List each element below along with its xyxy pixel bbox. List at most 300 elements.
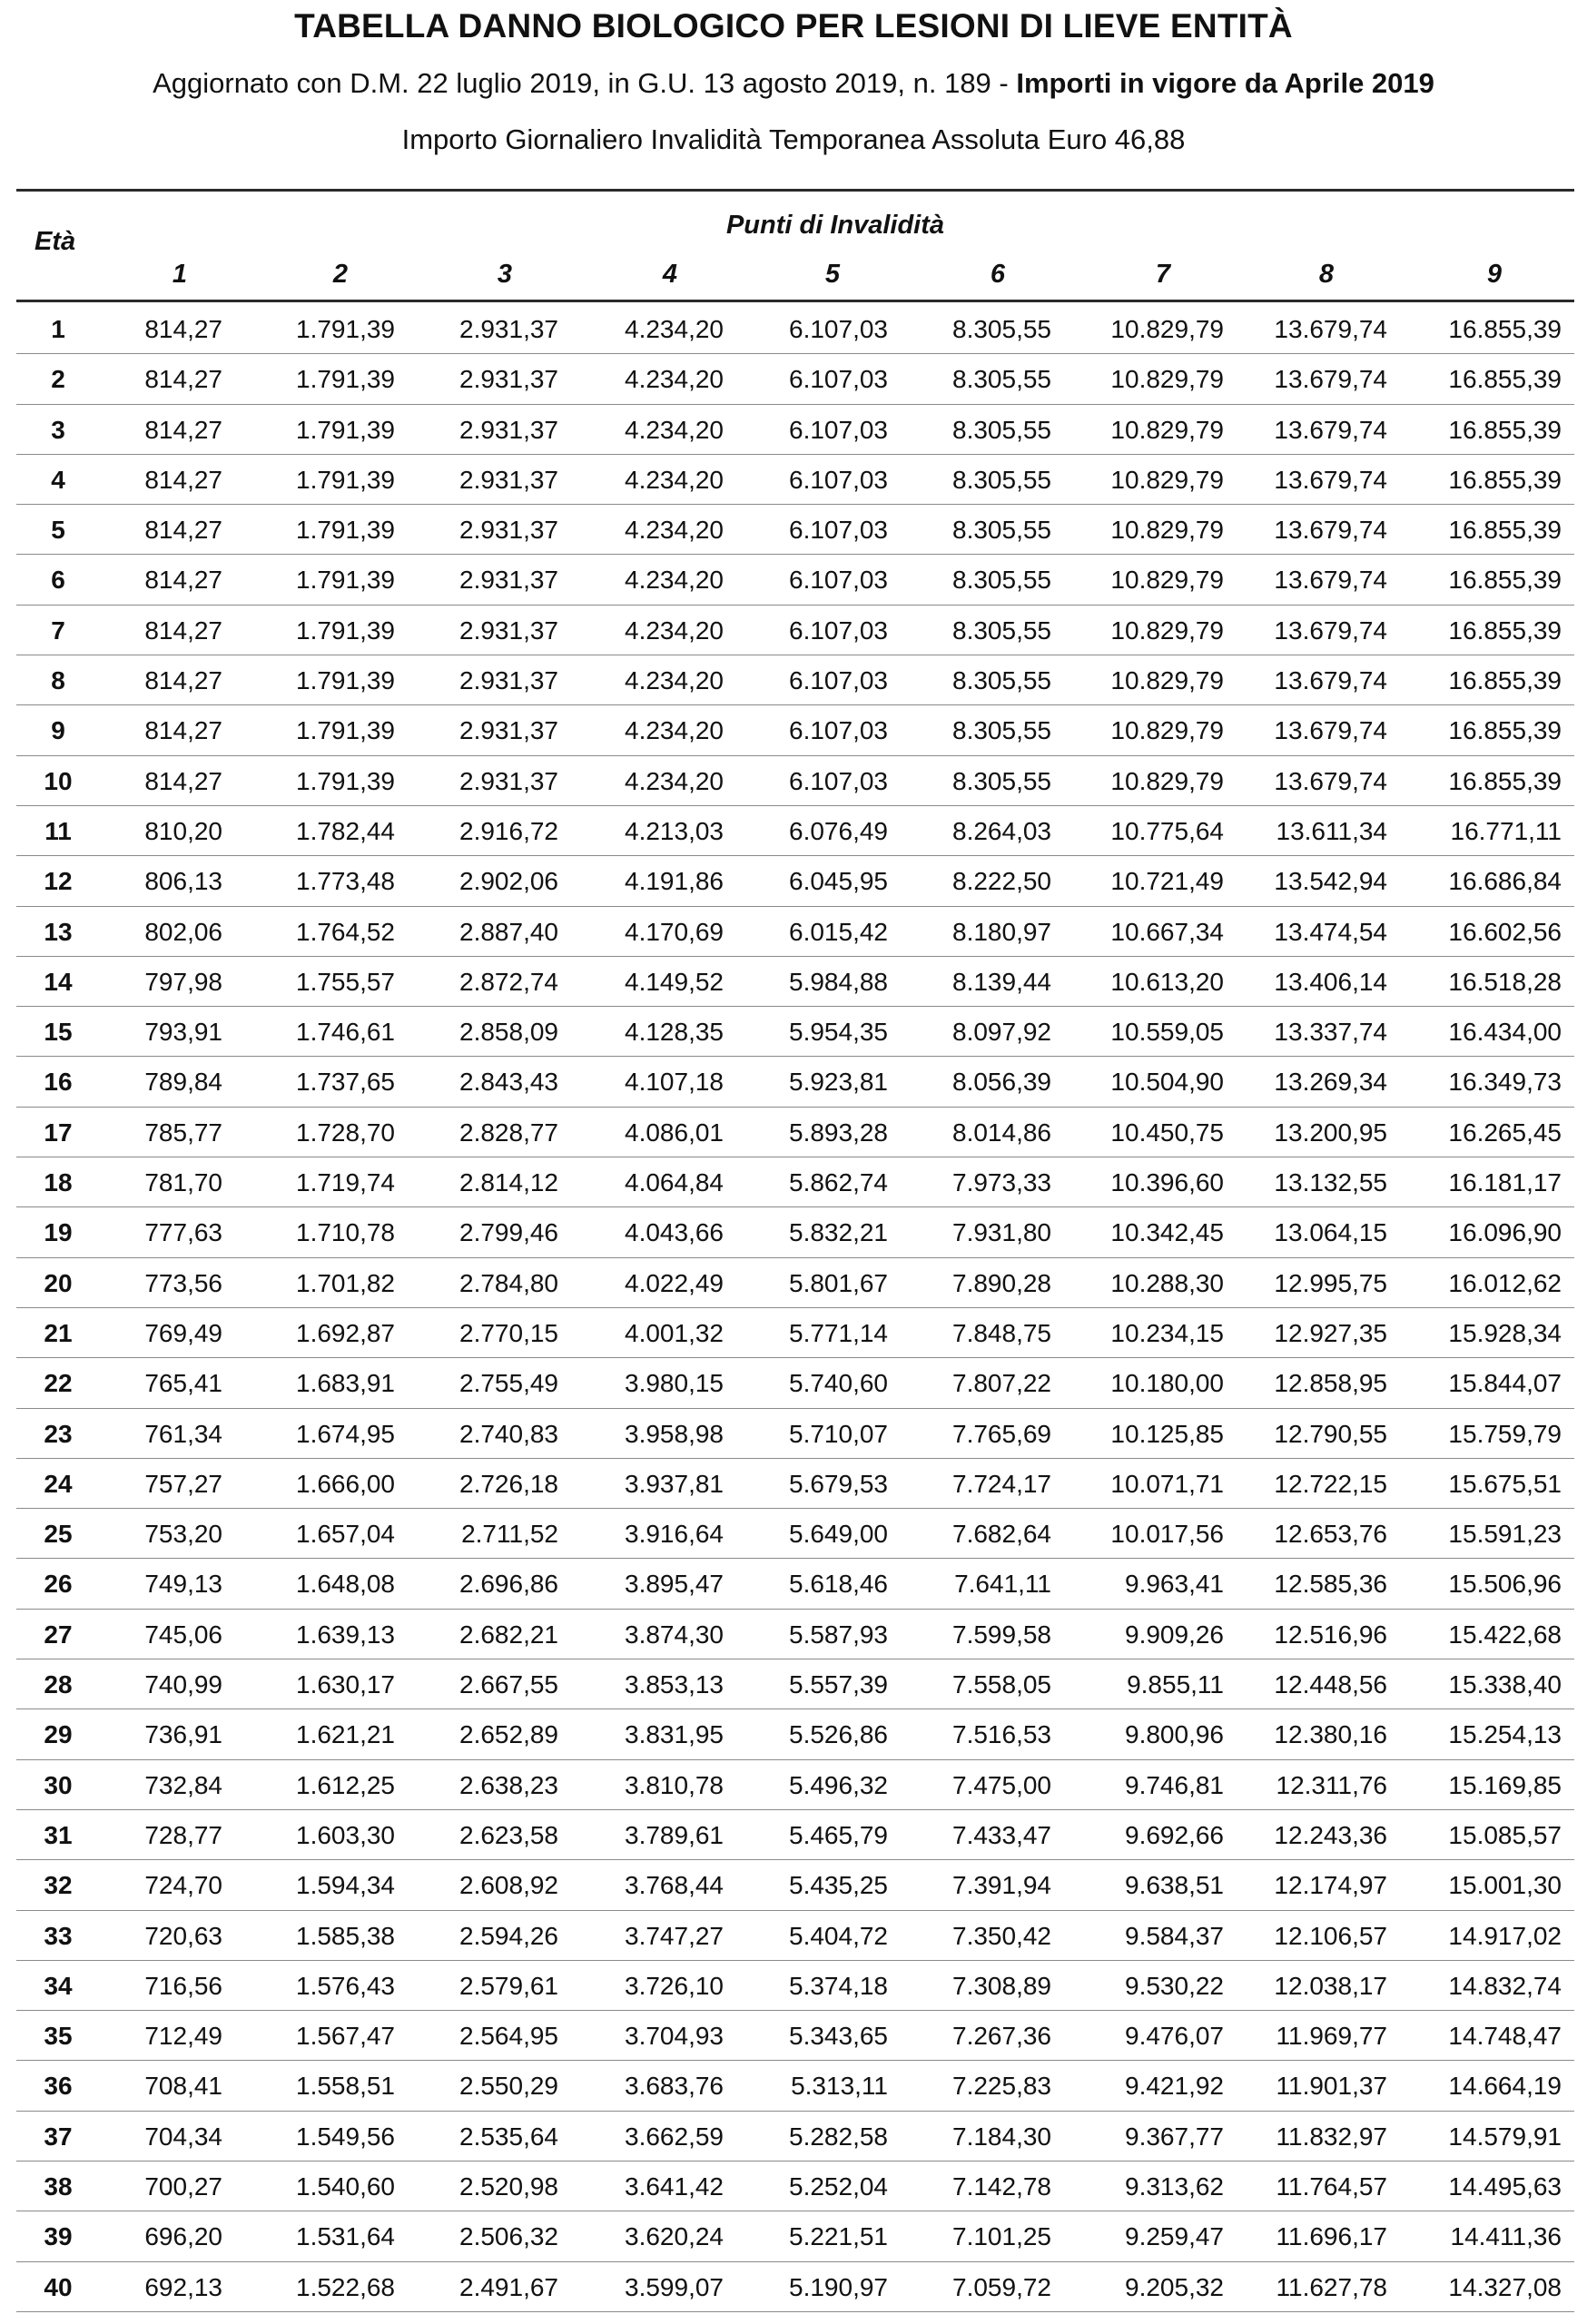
amount-cell: 5.252,04 bbox=[789, 2171, 888, 2201]
table-row bbox=[16, 1659, 1574, 1709]
amount-cell: 3.704,93 bbox=[625, 2022, 724, 2051]
amount-cell: 16.181,17 bbox=[1448, 1168, 1562, 1197]
points-column-header: 3 bbox=[497, 260, 513, 289]
points-column-header: 5 bbox=[824, 260, 841, 289]
amount-cell: 11.696,17 bbox=[1276, 2222, 1387, 2251]
amount-cell: 814,27 bbox=[144, 516, 222, 545]
amount-cell: 2.931,37 bbox=[459, 516, 558, 545]
amount-cell: 1.666,00 bbox=[296, 1469, 395, 1498]
amount-cell: 2.520,98 bbox=[459, 2171, 558, 2201]
amount-cell: 10.829,79 bbox=[1110, 566, 1224, 595]
points-column-header: 8 bbox=[1318, 260, 1335, 289]
amount-cell: 7.682,64 bbox=[952, 1520, 1051, 1549]
amount-cell: 13.406,14 bbox=[1274, 967, 1387, 996]
amount-cell: 9.692,66 bbox=[1125, 1820, 1224, 1849]
points-column-header: 4 bbox=[662, 260, 678, 289]
amount-cell: 810,20 bbox=[144, 816, 222, 845]
amount-cell: 15.422,68 bbox=[1448, 1620, 1562, 1649]
table-row bbox=[16, 1459, 1574, 1509]
amount-cell: 16.771,11 bbox=[1450, 816, 1562, 845]
amount-cell: 6.107,03 bbox=[789, 766, 888, 795]
amount-cell: 13.337,74 bbox=[1274, 1018, 1387, 1047]
amount-cell: 7.101,25 bbox=[952, 2222, 1051, 2251]
amount-cell: 16.855,39 bbox=[1448, 315, 1562, 343]
amount-cell: 16.855,39 bbox=[1448, 666, 1562, 695]
amount-cell: 4.107,18 bbox=[625, 1068, 724, 1097]
amount-cell: 5.313,11 bbox=[791, 2072, 888, 2101]
amount-cell: 1.791,39 bbox=[296, 516, 395, 545]
amount-cell: 785,77 bbox=[144, 1118, 222, 1147]
amount-cell: 9.421,92 bbox=[1125, 2072, 1224, 2101]
amount-cell: 2.667,55 bbox=[459, 1670, 558, 1699]
amount-cell: 5.893,28 bbox=[789, 1118, 888, 1147]
amount-cell: 749,13 bbox=[144, 1570, 222, 1599]
table-row bbox=[16, 606, 1574, 655]
amount-cell: 13.132,55 bbox=[1274, 1168, 1387, 1197]
amount-cell: 1.531,64 bbox=[296, 2222, 395, 2251]
amount-cell: 5.801,67 bbox=[789, 1268, 888, 1297]
amount-cell: 5.649,00 bbox=[789, 1520, 888, 1549]
amount-cell: 814,27 bbox=[144, 766, 222, 795]
table-row bbox=[16, 1911, 1574, 1961]
amount-cell: 1.791,39 bbox=[296, 465, 395, 494]
points-column-header: 2 bbox=[332, 260, 349, 289]
amount-cell: 814,27 bbox=[144, 615, 222, 645]
amount-cell: 12.106,57 bbox=[1274, 1921, 1387, 1950]
amount-cell: 696,20 bbox=[144, 2222, 222, 2251]
amount-cell: 4.234,20 bbox=[625, 516, 724, 545]
points-column-header: 9 bbox=[1486, 260, 1503, 289]
amount-cell: 2.623,58 bbox=[459, 1820, 558, 1849]
amount-cell: 4.001,32 bbox=[625, 1318, 724, 1347]
amount-cell: 9.746,81 bbox=[1125, 1770, 1224, 1799]
amount-cell: 5.526,86 bbox=[789, 1720, 888, 1749]
table-row bbox=[16, 756, 1574, 806]
amount-cell: 4.022,49 bbox=[625, 1268, 724, 1297]
amount-cell: 14.832,74 bbox=[1448, 1971, 1562, 2000]
amount-cell: 13.679,74 bbox=[1274, 566, 1387, 595]
amount-cell: 724,70 bbox=[144, 1871, 222, 1900]
table-row bbox=[16, 2211, 1574, 2261]
amount-cell: 1.737,65 bbox=[296, 1068, 395, 1097]
amount-cell: 2.872,74 bbox=[459, 967, 558, 996]
amount-cell: 16.855,39 bbox=[1448, 465, 1562, 494]
amount-cell: 10.234,15 bbox=[1110, 1318, 1224, 1347]
amount-cell: 5.435,25 bbox=[789, 1871, 888, 1900]
age-cell: 7 bbox=[51, 615, 65, 645]
age-cell: 10 bbox=[44, 766, 73, 795]
amount-cell: 7.516,53 bbox=[952, 1720, 1051, 1749]
amount-cell: 8.056,39 bbox=[952, 1068, 1051, 1097]
amount-cell: 12.722,15 bbox=[1274, 1469, 1387, 1498]
amount-cell: 1.657,04 bbox=[296, 1520, 395, 1549]
amount-cell: 14.411,36 bbox=[1450, 2222, 1562, 2251]
table-row bbox=[16, 1559, 1574, 1609]
amount-cell: 814,27 bbox=[144, 315, 222, 343]
daily-amount-line: Importo Giornaliero Invalidità Temporanea Assoluta Euro 46,88 bbox=[401, 123, 1186, 155]
amount-cell: 13.679,74 bbox=[1274, 615, 1387, 645]
amount-cell: 6.015,42 bbox=[789, 917, 888, 946]
document-subtitle bbox=[0, 67, 1587, 100]
amount-cell: 1.576,43 bbox=[296, 1971, 395, 2000]
subtitle-plain: Aggiornato con D.M. 22 luglio 2019, in G.U. 13 agosto 2019, n. 189 - bbox=[153, 67, 1017, 99]
amount-cell: 2.843,43 bbox=[459, 1068, 558, 1097]
amount-cell: 13.474,54 bbox=[1274, 917, 1387, 946]
amount-cell: 2.652,89 bbox=[459, 1720, 558, 1749]
amount-cell: 15.169,85 bbox=[1448, 1770, 1562, 1799]
amount-cell: 708,41 bbox=[144, 2072, 222, 2101]
amount-cell: 3.980,15 bbox=[625, 1369, 724, 1398]
amount-cell: 6.107,03 bbox=[789, 415, 888, 444]
amount-cell: 5.374,18 bbox=[789, 1971, 888, 2000]
amount-cell: 1.692,87 bbox=[296, 1318, 395, 1347]
amount-cell: 8.264,03 bbox=[952, 816, 1051, 845]
amount-cell: 4.086,01 bbox=[625, 1118, 724, 1147]
table-row bbox=[16, 2112, 1574, 2162]
amount-cell: 9.800,96 bbox=[1125, 1720, 1224, 1749]
amount-cell: 2.550,29 bbox=[459, 2072, 558, 2101]
amount-cell: 5.984,88 bbox=[789, 967, 888, 996]
amount-cell: 2.770,15 bbox=[459, 1318, 558, 1347]
table-row bbox=[16, 1610, 1574, 1659]
amount-cell: 12.174,97 bbox=[1274, 1871, 1387, 1900]
table-row bbox=[16, 505, 1574, 555]
amount-cell: 4.234,20 bbox=[625, 716, 724, 745]
amount-cell: 8.139,44 bbox=[952, 967, 1051, 996]
top-rule bbox=[16, 189, 1574, 192]
amount-cell: 10.775,64 bbox=[1110, 816, 1224, 845]
amount-cell: 4.191,86 bbox=[625, 867, 724, 896]
amount-cell: 12.858,95 bbox=[1274, 1369, 1387, 1398]
amount-cell: 1.728,70 bbox=[296, 1118, 395, 1147]
amount-cell: 10.829,79 bbox=[1110, 415, 1224, 444]
table-row bbox=[16, 1157, 1574, 1207]
amount-cell: 793,91 bbox=[144, 1018, 222, 1047]
amount-cell: 7.765,69 bbox=[952, 1419, 1051, 1448]
age-cell: 17 bbox=[44, 1118, 73, 1147]
amount-cell: 15.001,30 bbox=[1448, 1871, 1562, 1900]
amount-cell: 16.518,28 bbox=[1448, 967, 1562, 996]
amount-cell: 8.305,55 bbox=[952, 716, 1051, 745]
amount-cell: 4.043,66 bbox=[625, 1218, 724, 1247]
amount-cell: 15.759,79 bbox=[1448, 1419, 1562, 1448]
amount-cell: 8.305,55 bbox=[952, 315, 1051, 343]
amount-cell: 11.764,57 bbox=[1276, 2171, 1387, 2201]
amount-cell: 13.679,74 bbox=[1274, 516, 1387, 545]
amount-cell: 10.180,00 bbox=[1110, 1369, 1224, 1398]
amount-cell: 7.142,78 bbox=[952, 2171, 1051, 2201]
table-row bbox=[16, 655, 1574, 705]
amount-cell: 4.234,20 bbox=[625, 465, 724, 494]
amount-cell: 728,77 bbox=[144, 1820, 222, 1849]
amount-cell: 4.064,84 bbox=[625, 1168, 724, 1197]
table-row bbox=[16, 1358, 1574, 1408]
table-row bbox=[16, 806, 1574, 856]
amount-cell: 13.269,34 bbox=[1274, 1068, 1387, 1097]
amount-cell: 10.829,79 bbox=[1110, 766, 1224, 795]
amount-cell: 1.791,39 bbox=[296, 615, 395, 645]
amount-cell: 765,41 bbox=[144, 1369, 222, 1398]
amount-cell: 3.726,10 bbox=[625, 1971, 724, 2000]
amount-cell: 5.771,14 bbox=[789, 1318, 888, 1347]
amount-cell: 1.639,13 bbox=[296, 1620, 395, 1649]
amount-cell: 5.954,35 bbox=[789, 1018, 888, 1047]
amount-cell: 4.234,20 bbox=[625, 315, 724, 343]
age-cell: 20 bbox=[44, 1268, 73, 1297]
amount-cell: 773,56 bbox=[144, 1268, 222, 1297]
amount-cell: 8.097,92 bbox=[952, 1018, 1051, 1047]
amount-cell: 3.599,07 bbox=[625, 2272, 724, 2301]
amount-cell: 2.638,23 bbox=[459, 1770, 558, 1799]
amount-cell: 8.305,55 bbox=[952, 465, 1051, 494]
amount-cell: 13.200,95 bbox=[1274, 1118, 1387, 1147]
amount-cell: 4.234,20 bbox=[625, 566, 724, 595]
amount-cell: 1.764,52 bbox=[296, 917, 395, 946]
amount-cell: 1.621,21 bbox=[296, 1720, 395, 1749]
amount-cell: 9.313,62 bbox=[1125, 2171, 1224, 2201]
amount-cell: 12.380,16 bbox=[1274, 1720, 1387, 1749]
amount-cell: 2.931,37 bbox=[459, 566, 558, 595]
amount-cell: 2.931,37 bbox=[459, 766, 558, 795]
amount-cell: 7.641,11 bbox=[954, 1570, 1051, 1599]
amount-cell: 8.180,97 bbox=[952, 917, 1051, 946]
amount-cell: 2.564,95 bbox=[459, 2022, 558, 2051]
amount-cell: 9.530,22 bbox=[1125, 1971, 1224, 2000]
table-row bbox=[16, 957, 1574, 1007]
age-cell: 30 bbox=[44, 1770, 73, 1799]
amount-cell: 8.014,86 bbox=[952, 1118, 1051, 1147]
amount-cell: 3.620,24 bbox=[625, 2222, 724, 2251]
table-row bbox=[16, 1760, 1574, 1810]
amount-cell: 4.234,20 bbox=[625, 365, 724, 394]
age-cell: 33 bbox=[44, 1921, 73, 1950]
amount-cell: 3.810,78 bbox=[625, 1770, 724, 1799]
amount-cell: 1.791,39 bbox=[296, 716, 395, 745]
amount-cell: 12.516,96 bbox=[1274, 1620, 1387, 1649]
amount-cell: 9.259,47 bbox=[1125, 2222, 1224, 2251]
amount-cell: 12.790,55 bbox=[1274, 1419, 1387, 1448]
points-column-header: 1 bbox=[172, 260, 188, 289]
amount-cell: 13.679,74 bbox=[1274, 415, 1387, 444]
amount-cell: 10.125,85 bbox=[1110, 1419, 1224, 1448]
amount-cell: 10.829,79 bbox=[1110, 365, 1224, 394]
table-row bbox=[16, 1108, 1574, 1157]
amount-cell: 1.782,44 bbox=[296, 816, 395, 845]
amount-cell: 1.585,38 bbox=[296, 1921, 395, 1950]
amount-cell: 7.391,94 bbox=[952, 1871, 1051, 1900]
amount-cell: 16.686,84 bbox=[1448, 867, 1562, 896]
amount-cell: 814,27 bbox=[144, 465, 222, 494]
amount-cell: 7.599,58 bbox=[952, 1620, 1051, 1649]
amount-cell: 10.721,49 bbox=[1110, 867, 1224, 896]
table-row bbox=[16, 1409, 1574, 1459]
table-row bbox=[16, 1308, 1574, 1358]
amount-cell: 15.506,96 bbox=[1448, 1570, 1562, 1599]
age-cell: 15 bbox=[44, 1018, 73, 1047]
amount-cell: 12.585,36 bbox=[1274, 1570, 1387, 1599]
amount-cell: 12.653,76 bbox=[1274, 1520, 1387, 1549]
age-cell: 35 bbox=[44, 2022, 73, 2051]
table-row bbox=[16, 1258, 1574, 1308]
amount-cell: 16.349,73 bbox=[1448, 1068, 1562, 1097]
amount-cell: 13.679,74 bbox=[1274, 666, 1387, 695]
amount-cell: 1.719,74 bbox=[296, 1168, 395, 1197]
amount-cell: 6.107,03 bbox=[789, 716, 888, 745]
age-cell: 37 bbox=[44, 2122, 73, 2151]
amount-cell: 16.855,39 bbox=[1448, 615, 1562, 645]
amount-cell: 712,49 bbox=[144, 2022, 222, 2051]
amount-cell: 10.288,30 bbox=[1110, 1268, 1224, 1297]
table-row bbox=[16, 907, 1574, 957]
age-cell: 14 bbox=[44, 967, 73, 996]
amount-cell: 1.630,17 bbox=[296, 1670, 395, 1699]
amount-cell: 4.170,69 bbox=[625, 917, 724, 946]
amount-cell: 1.558,51 bbox=[296, 2072, 395, 2101]
amount-cell: 15.591,23 bbox=[1448, 1520, 1562, 1549]
amount-cell: 3.874,30 bbox=[625, 1620, 724, 1649]
amount-cell: 761,34 bbox=[144, 1419, 222, 1448]
amount-cell: 7.724,17 bbox=[952, 1469, 1051, 1498]
amount-cell: 2.931,37 bbox=[459, 716, 558, 745]
amount-cell: 1.648,08 bbox=[296, 1570, 395, 1599]
amount-cell: 10.504,90 bbox=[1110, 1068, 1224, 1097]
amount-cell: 732,84 bbox=[144, 1770, 222, 1799]
amount-cell: 13.064,15 bbox=[1274, 1218, 1387, 1247]
age-cell: 11 bbox=[44, 816, 72, 845]
amount-cell: 777,63 bbox=[144, 1218, 222, 1247]
amount-cell: 3.662,59 bbox=[625, 2122, 724, 2151]
points-column-headers bbox=[0, 260, 1587, 296]
table-row bbox=[16, 2011, 1574, 2061]
amount-cell: 8.305,55 bbox=[952, 566, 1051, 595]
amount-cell: 4.149,52 bbox=[625, 967, 724, 996]
amount-cell: 14.579,91 bbox=[1448, 2122, 1562, 2151]
age-cell: 2 bbox=[51, 365, 65, 394]
amount-cell: 1.549,56 bbox=[296, 2122, 395, 2151]
amount-cell: 13.611,34 bbox=[1276, 816, 1387, 845]
amount-cell: 3.916,64 bbox=[625, 1520, 724, 1549]
amount-cell: 10.829,79 bbox=[1110, 465, 1224, 494]
amount-cell: 2.711,52 bbox=[461, 1520, 558, 1549]
amount-cell: 10.829,79 bbox=[1110, 516, 1224, 545]
amount-cell: 9.963,41 bbox=[1125, 1570, 1224, 1599]
amount-cell: 10.450,75 bbox=[1110, 1118, 1224, 1147]
amount-cell: 2.594,26 bbox=[459, 1921, 558, 1950]
age-cell: 9 bbox=[51, 716, 65, 745]
amount-cell: 2.491,67 bbox=[459, 2272, 558, 2301]
amount-cell: 1.791,39 bbox=[296, 566, 395, 595]
amount-cell: 1.755,57 bbox=[296, 967, 395, 996]
amount-cell: 15.928,34 bbox=[1448, 1318, 1562, 1347]
amount-cell: 9.584,37 bbox=[1125, 1921, 1224, 1950]
table-row bbox=[16, 354, 1574, 404]
amount-cell: 2.740,83 bbox=[459, 1419, 558, 1448]
amount-cell: 2.579,61 bbox=[459, 1971, 558, 2000]
amount-cell: 5.557,39 bbox=[789, 1670, 888, 1699]
amount-cell: 16.265,45 bbox=[1448, 1118, 1562, 1147]
amount-cell: 5.679,53 bbox=[789, 1469, 888, 1498]
amount-cell: 3.937,81 bbox=[625, 1469, 724, 1498]
amount-cell: 10.017,56 bbox=[1110, 1520, 1224, 1549]
amount-cell: 720,63 bbox=[144, 1921, 222, 1950]
amount-cell: 1.791,39 bbox=[296, 766, 395, 795]
table-row bbox=[16, 455, 1574, 505]
table-row bbox=[16, 705, 1574, 755]
amount-cell: 10.342,45 bbox=[1110, 1218, 1224, 1247]
amount-cell: 1.791,39 bbox=[296, 365, 395, 394]
amount-cell: 3.789,61 bbox=[625, 1820, 724, 1849]
amount-cell: 16.855,39 bbox=[1448, 716, 1562, 745]
amount-cell: 1.746,61 bbox=[296, 1018, 395, 1047]
amount-cell: 10.829,79 bbox=[1110, 615, 1224, 645]
age-cell: 28 bbox=[44, 1670, 73, 1699]
amount-cell: 4.234,20 bbox=[625, 766, 724, 795]
table-row bbox=[16, 2061, 1574, 2111]
age-cell: 1 bbox=[51, 315, 65, 343]
amount-cell: 5.496,32 bbox=[789, 1770, 888, 1799]
age-cell: 29 bbox=[44, 1720, 73, 1749]
age-cell: 31 bbox=[44, 1820, 73, 1849]
amount-cell: 7.225,83 bbox=[952, 2072, 1051, 2101]
amount-cell: 12.448,56 bbox=[1274, 1670, 1387, 1699]
table-row bbox=[16, 1057, 1574, 1107]
table-row bbox=[16, 1860, 1574, 1910]
amount-cell: 704,34 bbox=[144, 2122, 222, 2151]
amount-cell: 5.221,51 bbox=[789, 2222, 888, 2251]
age-cell: 6 bbox=[51, 566, 65, 595]
amount-cell: 1.567,47 bbox=[296, 2022, 395, 2051]
amount-cell: 7.308,89 bbox=[952, 1971, 1051, 2000]
amount-cell: 3.747,27 bbox=[625, 1921, 724, 1950]
amount-cell: 2.887,40 bbox=[459, 917, 558, 946]
amount-cell: 797,98 bbox=[144, 967, 222, 996]
amount-cell: 1.674,95 bbox=[296, 1419, 395, 1448]
amount-cell: 3.768,44 bbox=[625, 1871, 724, 1900]
amount-cell: 11.969,77 bbox=[1276, 2022, 1387, 2051]
age-cell: 38 bbox=[44, 2171, 73, 2201]
amount-cell: 5.740,60 bbox=[789, 1369, 888, 1398]
amount-cell: 1.683,91 bbox=[296, 1369, 395, 1398]
amount-cell: 8.305,55 bbox=[952, 615, 1051, 645]
amount-cell: 10.396,60 bbox=[1110, 1168, 1224, 1197]
amount-cell: 12.995,75 bbox=[1274, 1268, 1387, 1297]
amount-cell: 1.540,60 bbox=[296, 2171, 395, 2201]
amount-cell: 4.234,20 bbox=[625, 615, 724, 645]
amount-cell: 12.038,17 bbox=[1274, 1971, 1387, 2000]
amount-cell: 14.917,02 bbox=[1448, 1921, 1562, 1950]
amount-cell: 716,56 bbox=[144, 1971, 222, 2000]
header-rule bbox=[16, 300, 1574, 302]
table-row bbox=[16, 1207, 1574, 1257]
amount-cell: 740,99 bbox=[144, 1670, 222, 1699]
age-cell: 26 bbox=[44, 1570, 73, 1599]
amount-cell: 814,27 bbox=[144, 365, 222, 394]
age-cell: 34 bbox=[44, 1971, 73, 2000]
amount-cell: 8.305,55 bbox=[952, 365, 1051, 394]
amount-cell: 14.495,63 bbox=[1448, 2171, 1562, 2201]
amount-cell: 16.096,90 bbox=[1448, 1218, 1562, 1247]
amount-cell: 5.832,21 bbox=[789, 1218, 888, 1247]
amount-cell: 753,20 bbox=[144, 1520, 222, 1549]
amount-cell: 8.222,50 bbox=[952, 867, 1051, 896]
amount-cell: 4.234,20 bbox=[625, 415, 724, 444]
amount-cell: 814,27 bbox=[144, 716, 222, 745]
amount-cell: 1.612,25 bbox=[296, 1770, 395, 1799]
amount-cell: 2.916,72 bbox=[459, 816, 558, 845]
amount-cell: 1.603,30 bbox=[296, 1820, 395, 1849]
amount-cell: 2.902,06 bbox=[459, 867, 558, 896]
amount-cell: 3.831,95 bbox=[625, 1720, 724, 1749]
